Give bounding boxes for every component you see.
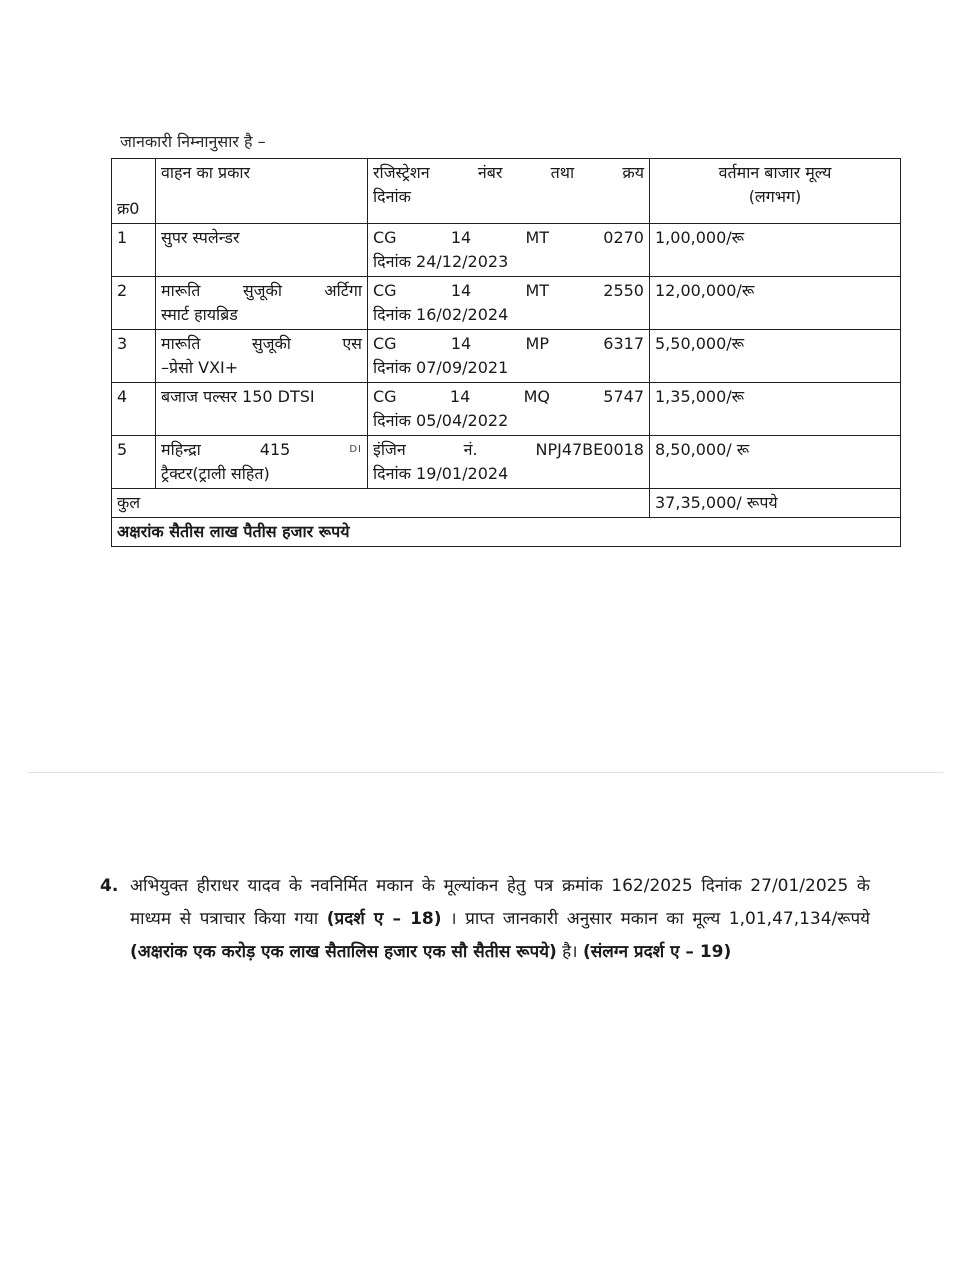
table-row — [112, 277, 901, 330]
row-value: 1,00,000/रू — [650, 224, 901, 277]
total-in-words: अक्षरांक सैतीस लाख पैतीस हजार रूपये — [112, 518, 901, 547]
table-header-row — [112, 159, 901, 224]
row-sn: 5 — [112, 436, 156, 489]
header-reg-line1: रजिस्ट्रेशन नंबर तथा क्रय — [373, 163, 644, 182]
table-row — [112, 330, 901, 383]
row-reg: CG 14 MP 6317 दिनांक 07/09/2021 — [368, 330, 650, 383]
vehicle-table — [111, 158, 901, 547]
header-value: वर्तमान बाजार मूल्य (लगभग) — [650, 159, 901, 224]
row-reg: CG 14 MT 0270 दिनांक 24/12/2023 — [368, 224, 650, 277]
row-type: मारूति सुजूकी अर्टिगा स्मार्ट हायब्रिड — [156, 277, 368, 330]
header-reg — [368, 159, 650, 224]
page-divider — [28, 772, 943, 773]
amount-in-words: (अक्षरांक एक करोड़ एक लाख सैतालिस हजार एक सौ सैतीस रूपये) — [130, 942, 557, 962]
row-sn: 4 — [112, 383, 156, 436]
total-row — [112, 489, 901, 518]
table-row — [112, 383, 901, 436]
exhibit-ref-18: (प्रदर्श ए – 18) — [326, 909, 442, 929]
row-type: मारूति सुजूकी एस –प्रेसो VXI+ — [156, 330, 368, 383]
table-row — [112, 436, 901, 489]
exhibit-ref-19: (संलग्न प्रदर्श ए – 19) — [583, 942, 732, 962]
intro-text: जानकारी निम्नानुसार है – — [120, 132, 266, 151]
row-value: 12,00,000/रू — [650, 277, 901, 330]
row-sn: 1 — [112, 224, 156, 277]
row-value: 5,50,000/रू — [650, 330, 901, 383]
paragraph-number: 4. — [100, 876, 119, 896]
total-label: कुल — [112, 489, 650, 518]
header-sn: क्र0 — [112, 159, 156, 224]
header-reg-line2: दिनांक — [373, 187, 411, 206]
words-row — [112, 518, 901, 547]
row-type: महिन्द्रा 415 DI ट्रैक्टर(ट्राली सहित) — [156, 436, 368, 489]
row-reg: CG 14 MQ 5747 दिनांक 05/04/2022 — [368, 383, 650, 436]
paragraph-4 — [100, 870, 870, 969]
header-type: वाहन का प्रकार — [156, 159, 368, 224]
row-reg: इंजिन नं. NPJ47BE0018 दिनांक 19/01/2024 — [368, 436, 650, 489]
row-sn: 3 — [112, 330, 156, 383]
row-value: 1,35,000/रू — [650, 383, 901, 436]
total-value: 37,35,000/ रूपये — [650, 489, 901, 518]
row-value: 8,50,000/ रू — [650, 436, 901, 489]
row-sn: 2 — [112, 277, 156, 330]
row-type: सुपर स्पलेन्डर — [156, 224, 368, 277]
paragraph-body: अभियुक्त हीराधर यादव के नवनिर्मित मकान के मूल्यांकन हेतु पत्र क्रमांक 162/2025 दिनांक 27/01/2025 के माध्यम से पत्राचार किया गया (प्रदर्श ए – 18) । प्राप्त जानकारी अनुसार मकान का मूल्य 1,01,47,134/रूपये (अक्षरांक एक करोड़ एक लाख सैतालिस हजार एक सौ सैतीस रूपये) है। (संलग्न प्रदर्श ए – 19) — [130, 876, 870, 962]
row-type: बजाज पल्सर 150 DTSI — [156, 383, 368, 436]
table-row — [112, 224, 901, 277]
row-reg: CG 14 MT 2550 दिनांक 16/02/2024 — [368, 277, 650, 330]
